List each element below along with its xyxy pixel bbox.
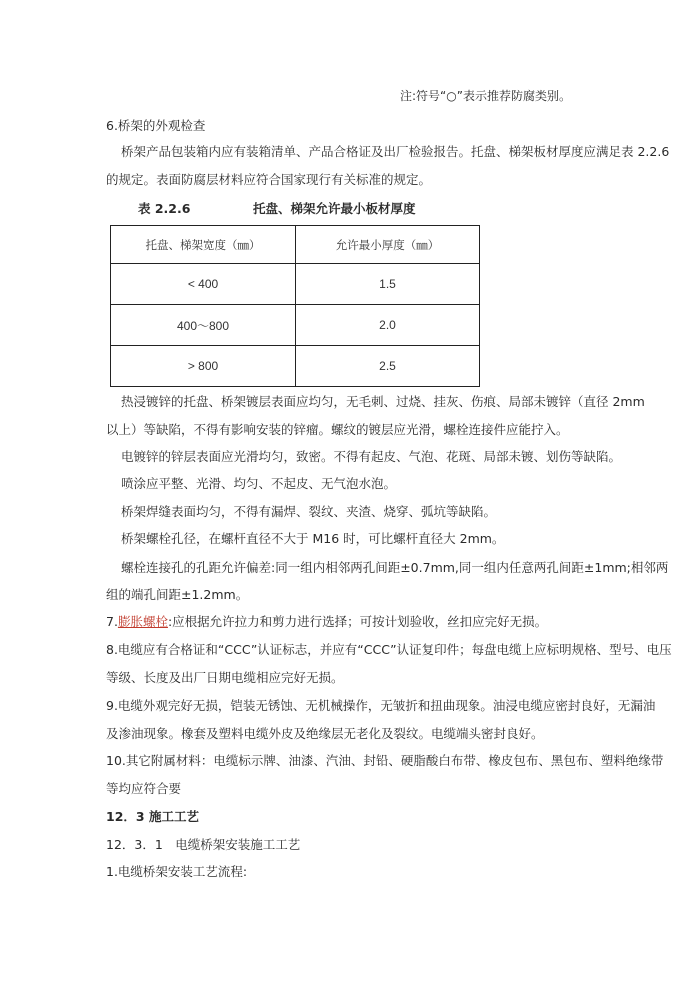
item-9-line2: 及渗油现象。橡套及塑料电缆外皮及绝缘层无老化及裂纹。电缆端头密封良好。: [106, 726, 544, 741]
header-width: 托盘、梯架宽度（㎜）: [111, 226, 296, 264]
section-12-3-heading: 12．3 施工工艺: [106, 809, 199, 824]
item-10-line2: 等均应符合要: [106, 781, 182, 796]
item-7: [106, 614, 547, 630]
table-header-row: [111, 226, 480, 264]
cell-thickness: 2.5: [296, 346, 480, 387]
section-6-paragraph-line1: 桥架产品包装箱内应有装箱清单、产品合格证及出厂检验报告。托盘、梯架板材厚度应满足表 2.2.6: [121, 144, 670, 159]
table-row: [111, 305, 480, 346]
bolt-hole-paragraph: 桥架螺栓孔径，在螺杆直径不大于 M16 时，可比螺杆直径大 2mm。: [121, 531, 505, 546]
galvanized-paragraph-line2: 以上）等缺陷，不得有影响安装的锌瘤。螺纹的镀层应光滑，螺栓连接件应能拧入。: [106, 422, 569, 437]
section-12-3-1-heading: 12．3．1 电缆桥架安装施工工艺: [106, 837, 301, 852]
table-title: 托盘、梯架允许最小板材厚度: [253, 201, 416, 216]
item-7-prefix: 7.: [106, 614, 118, 629]
header-min-thickness: 允许最小厚度（㎜）: [296, 226, 480, 264]
item-8-line2: 等级、长度及出厂日期电缆相应完好无损。: [106, 670, 344, 685]
expansion-bolt-link[interactable]: 膨胀螺栓: [117, 614, 168, 629]
cell-width: 400～800: [111, 305, 296, 346]
galvanized-paragraph-line1: 热浸镀锌的托盘、桥架镀层表面应均匀，无毛刺、过烧、挂灰、伤痕、局部未镀锌（直径 2mm: [121, 394, 645, 409]
cell-width: < 400: [111, 264, 296, 305]
recommendation-note: 注:符号“○”表示推荐防腐类别。: [400, 89, 571, 103]
weld-paragraph: 桥架焊缝表面均匀，不得有漏焊、裂纹、夹渣、烧穿、弧坑等缺陷。: [121, 504, 497, 519]
table-number: 表 2.2.6: [138, 201, 191, 216]
cell-width: > 800: [111, 346, 296, 387]
item-9-line1: 9.电缆外观完好无损，铠装无锈蚀、无机械操作，无皱折和扭曲现象。油浸电缆应密封良好，无漏油: [106, 698, 656, 713]
table-row: [111, 264, 480, 305]
hole-spacing-paragraph-line1: 螺栓连接孔的孔距允许偏差:同一组内相邻两孔间距±0.7mm,同一组内任意两孔间距±1mm;相邻两: [121, 560, 669, 575]
table-row: [111, 346, 480, 387]
spray-paragraph: 喷涂应平整、光滑、均匀、不起皮、无气泡水泡。: [121, 476, 397, 491]
section-6-paragraph-line2: 的规定。表面防腐层材料应符合国家现行有关标准的规定。: [106, 172, 432, 187]
item-8-line1: 8.电缆应有合格证和“CCC”认证标志，并应有“CCC”认证复印件；每盘电缆上应标明规格、型号、电压: [106, 642, 672, 657]
cell-thickness: 2.0: [296, 305, 480, 346]
hole-spacing-paragraph-line2: 组的端孔间距±1.2mm。: [106, 587, 249, 602]
item-10-line1: 10.其它附属材料：电缆标示牌、油漆、汽油、封铅、硬脂酸白布带、橡皮包布、黑包布、塑料绝缘带: [106, 753, 664, 768]
item-7-text: :应根据允许拉力和剪力进行选择；可按计划验收，丝扣应完好无损。: [167, 614, 548, 629]
process-flow-heading: 1.电缆桥架安装工艺流程:: [106, 864, 248, 879]
cell-thickness: 1.5: [296, 264, 480, 305]
section-6-heading: 6.桥架的外观检查: [106, 118, 206, 133]
thickness-table: [110, 225, 480, 387]
electroplated-paragraph: 电镀锌的锌层表面应光滑均匀，致密。不得有起皮、气泡、花斑、局部未镀、划伤等缺陷。: [121, 449, 622, 464]
